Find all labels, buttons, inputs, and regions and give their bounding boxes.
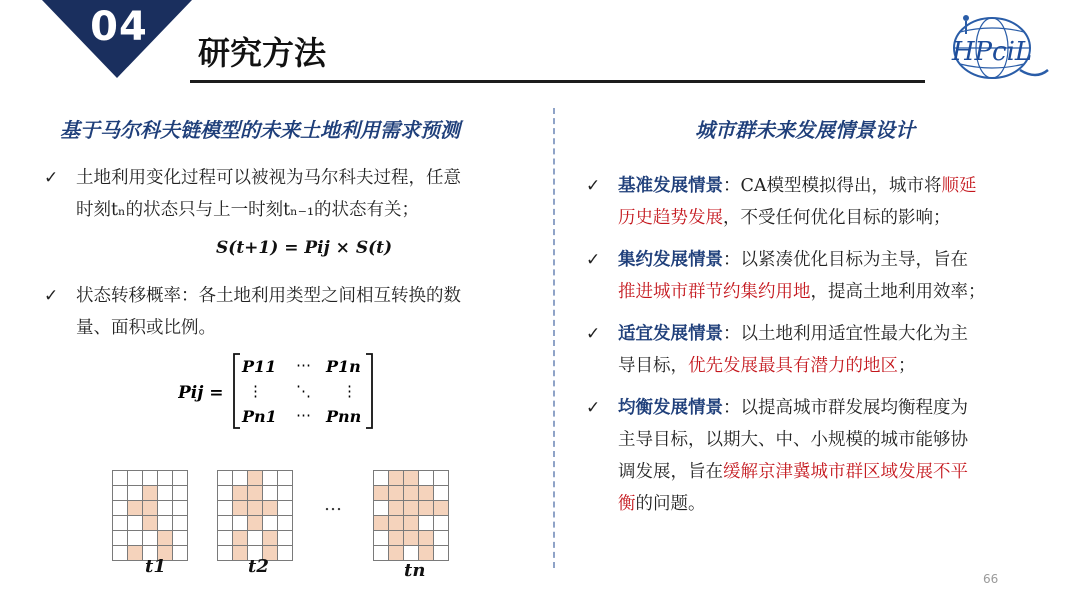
- scenario-intensive: ✓ 集约发展情景：以紧凑优化目标为主导，旨在 推进城市群节约集约用地，提高土地利用效率；: [618, 244, 1048, 308]
- grid-label-t2: t2: [248, 556, 269, 577]
- markov-formula: S(t+1) = Pij × S(t): [216, 238, 393, 258]
- section-badge: [0, 0, 1080, 90]
- right-heading: 城市群未来发展情景设计: [695, 118, 915, 142]
- check-icon: ✓: [586, 250, 601, 270]
- left-bracket: [234, 354, 240, 428]
- matrix-cell: ⋱: [296, 382, 311, 400]
- bullet-text: 时刻tₙ的状态只与上一时刻tₙ₋₁的状态有关；: [76, 200, 419, 220]
- check-icon: ✓: [586, 176, 601, 196]
- bullet-text: 土地利用变化过程可以被视为马尔科夫过程，任意: [76, 168, 461, 188]
- left-heading: 基于马尔科夫链模型的未来土地利用需求预测: [60, 118, 460, 142]
- page-number: 66: [983, 572, 999, 586]
- matrix-cell: Pn1: [242, 407, 277, 426]
- right-bracket: [366, 354, 372, 428]
- check-icon: ✓: [44, 168, 59, 188]
- grid-label-t1: t1: [145, 556, 166, 577]
- matrix-cell: ⋮: [342, 382, 357, 400]
- grid-label-tn: tn: [404, 560, 426, 581]
- check-icon: ✓: [586, 398, 601, 418]
- matrix-lhs: Pij =: [178, 383, 224, 403]
- scenario-baseline: ✓ 基准发展情景：CA模型模拟得出，城市将顺延 历史趋势发展，不受任何优化目标的影响；: [618, 170, 1048, 234]
- title-underline: [190, 80, 925, 83]
- page-title: 研究方法: [198, 34, 327, 72]
- logo-text: HPciL: [951, 37, 1033, 67]
- check-icon: ✓: [586, 324, 601, 344]
- land-grid-tn: [373, 470, 449, 561]
- check-icon: ✓: [44, 286, 59, 306]
- land-grid-t2: [217, 470, 293, 561]
- globe-logo-icon: [936, 8, 1052, 80]
- matrix-cell: ⋮: [248, 382, 263, 400]
- scenario-name: 均衡发展情景: [618, 398, 723, 418]
- left-bullet-markov: [44, 162, 536, 226]
- matrix-cell: Pnn: [326, 407, 362, 426]
- left-bullet-transition: [44, 280, 536, 344]
- column-divider: [553, 108, 555, 568]
- transition-matrix: [178, 352, 378, 430]
- grid-ellipsis: …: [324, 494, 342, 515]
- scenario-name: 适宜发展情景: [618, 324, 723, 344]
- scenario-suitable: ✓ 适宜发展情景：以土地利用适宜性最大化为主 导目标，优先发展最具有潜力的地区；: [618, 318, 1048, 382]
- matrix-cell: ⋯: [296, 406, 311, 424]
- bullet-text: 状态转移概率：各土地利用类型之间相互转换的数: [76, 286, 461, 306]
- scenario-balanced: ✓ 均衡发展情景：以提高城市群发展均衡程度为 主导目标，以期大、中、小规模的城市能够协 调发展，旨在缓解京津冀城市群区域发展不平 衡的问题。: [618, 392, 1048, 520]
- matrix-cell: P11: [242, 357, 277, 376]
- hpcil-logo: [936, 8, 1052, 80]
- scenario-name: 集约发展情景: [618, 250, 723, 270]
- section-number: 04: [90, 4, 148, 50]
- land-grid-t1: [112, 470, 188, 561]
- matrix-cell: P1n: [326, 357, 361, 376]
- matrix-cell: ⋯: [296, 356, 311, 374]
- scenario-name: 基准发展情景: [618, 176, 723, 196]
- bullet-text: 量、面积或比例。: [76, 318, 216, 338]
